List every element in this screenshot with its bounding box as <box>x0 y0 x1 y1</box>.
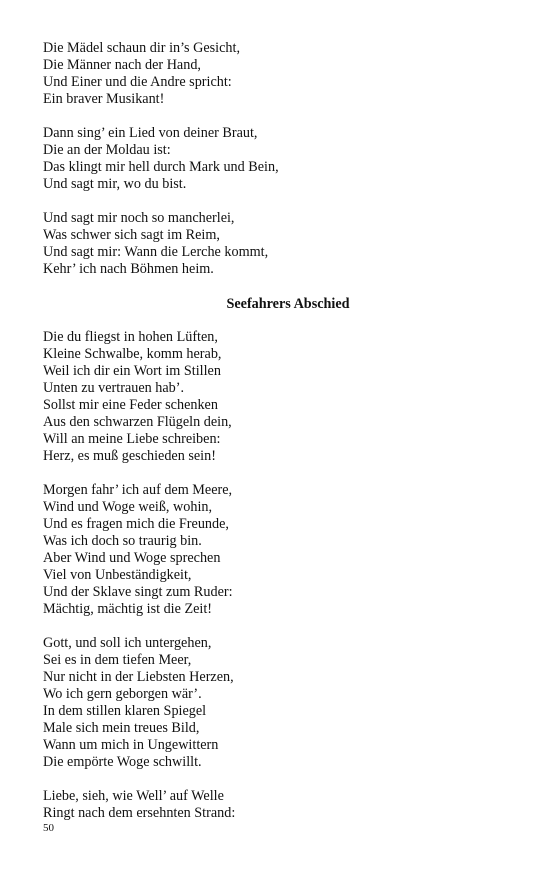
verse-line: Aber Wind und Woge sprechen <box>43 550 221 566</box>
stanza <box>43 482 513 618</box>
verse-line: Nur nicht in der Liebsten Herzen, <box>43 669 234 685</box>
stanza <box>43 40 513 108</box>
verse-line: Aus den schwarzen Flügeln dein, <box>43 414 232 430</box>
stanza <box>43 329 513 465</box>
verse-line: Ringt nach dem ersehnten Strand: <box>43 805 236 821</box>
verse-line: Wind und Woge weiß, wohin, <box>43 499 213 515</box>
verse-line: Die Männer nach der Hand, <box>43 57 201 73</box>
verse-line: Weil ich dir ein Wort im Stillen <box>43 363 221 379</box>
verse-line: Male sich mein treues Bild, <box>43 720 200 736</box>
verse-line: Sei es in dem tiefen Meer, <box>43 652 192 668</box>
verse-line: Morgen fahr’ ich auf dem Meere, <box>43 482 233 498</box>
stanza <box>43 125 513 193</box>
verse-line: In dem stillen klaren Spiegel <box>43 703 207 719</box>
verse-line: Und Einer und die Andre spricht: <box>43 74 232 90</box>
verse-line: Gott, und soll ich untergehen, <box>43 635 212 651</box>
verse-line: Mächtig, mächtig ist die Zeit! <box>43 601 213 617</box>
verse-line: Kleine Schwalbe, komm herab, <box>43 346 222 362</box>
verse-line: Ein braver Musikant! <box>43 91 165 107</box>
verse-line: Was schwer sich sagt im Reim, <box>43 227 220 243</box>
verse-line: Kehr’ ich nach Böhmen heim. <box>43 261 214 277</box>
verse-line: Das klingt mir hell durch Mark und Bein, <box>43 159 279 175</box>
verse-line: Sollst mir eine Feder schenken <box>43 397 218 413</box>
verse-line: Und sagt mir, wo du bist. <box>43 176 187 192</box>
poem-title: Seefahrers Abschied <box>226 296 350 312</box>
verse-line: Die empörte Woge schwillt. <box>43 754 202 770</box>
verse-line: Liebe, sieh, wie Well’ auf Welle <box>43 788 224 804</box>
verse-line: Viel von Unbeständigkeit, <box>43 567 192 583</box>
page-body <box>43 40 513 839</box>
verse-line: Dann sing’ ein Lied von deiner Braut, <box>43 125 258 141</box>
verse-line: Was ich doch so traurig bin. <box>43 533 202 549</box>
verse-line: Wo ich gern geborgen wär’. <box>43 686 202 702</box>
verse-line: Unten zu vertrauen hab’. <box>43 380 185 396</box>
stanza <box>43 210 513 278</box>
verse-line: Die du fliegst in hohen Lüften, <box>43 329 218 345</box>
verse-line: Und es fragen mich die Freunde, <box>43 516 229 532</box>
stanza <box>43 635 513 771</box>
verse-line: Die an der Moldau ist: <box>43 142 171 158</box>
poem-seefahrers-abschied <box>43 329 513 822</box>
verse-line: Und sagt mir: Wann die Lerche kommt, <box>43 244 269 260</box>
verse-line: Herz, es muß geschieden sein! <box>43 448 216 464</box>
page-number: 50 <box>43 822 54 834</box>
verse-line: Und sagt mir noch so mancherlei, <box>43 210 235 226</box>
verse-line: Will an meine Liebe schreiben: <box>43 431 221 447</box>
verse-line: Die Mädel schaun dir in’s Gesicht, <box>43 40 241 56</box>
poem-continued <box>43 40 513 278</box>
stanza <box>43 788 513 822</box>
verse-line: Wann um mich in Ungewittern <box>43 737 219 753</box>
verse-line: Und der Sklave singt zum Ruder: <box>43 584 233 600</box>
